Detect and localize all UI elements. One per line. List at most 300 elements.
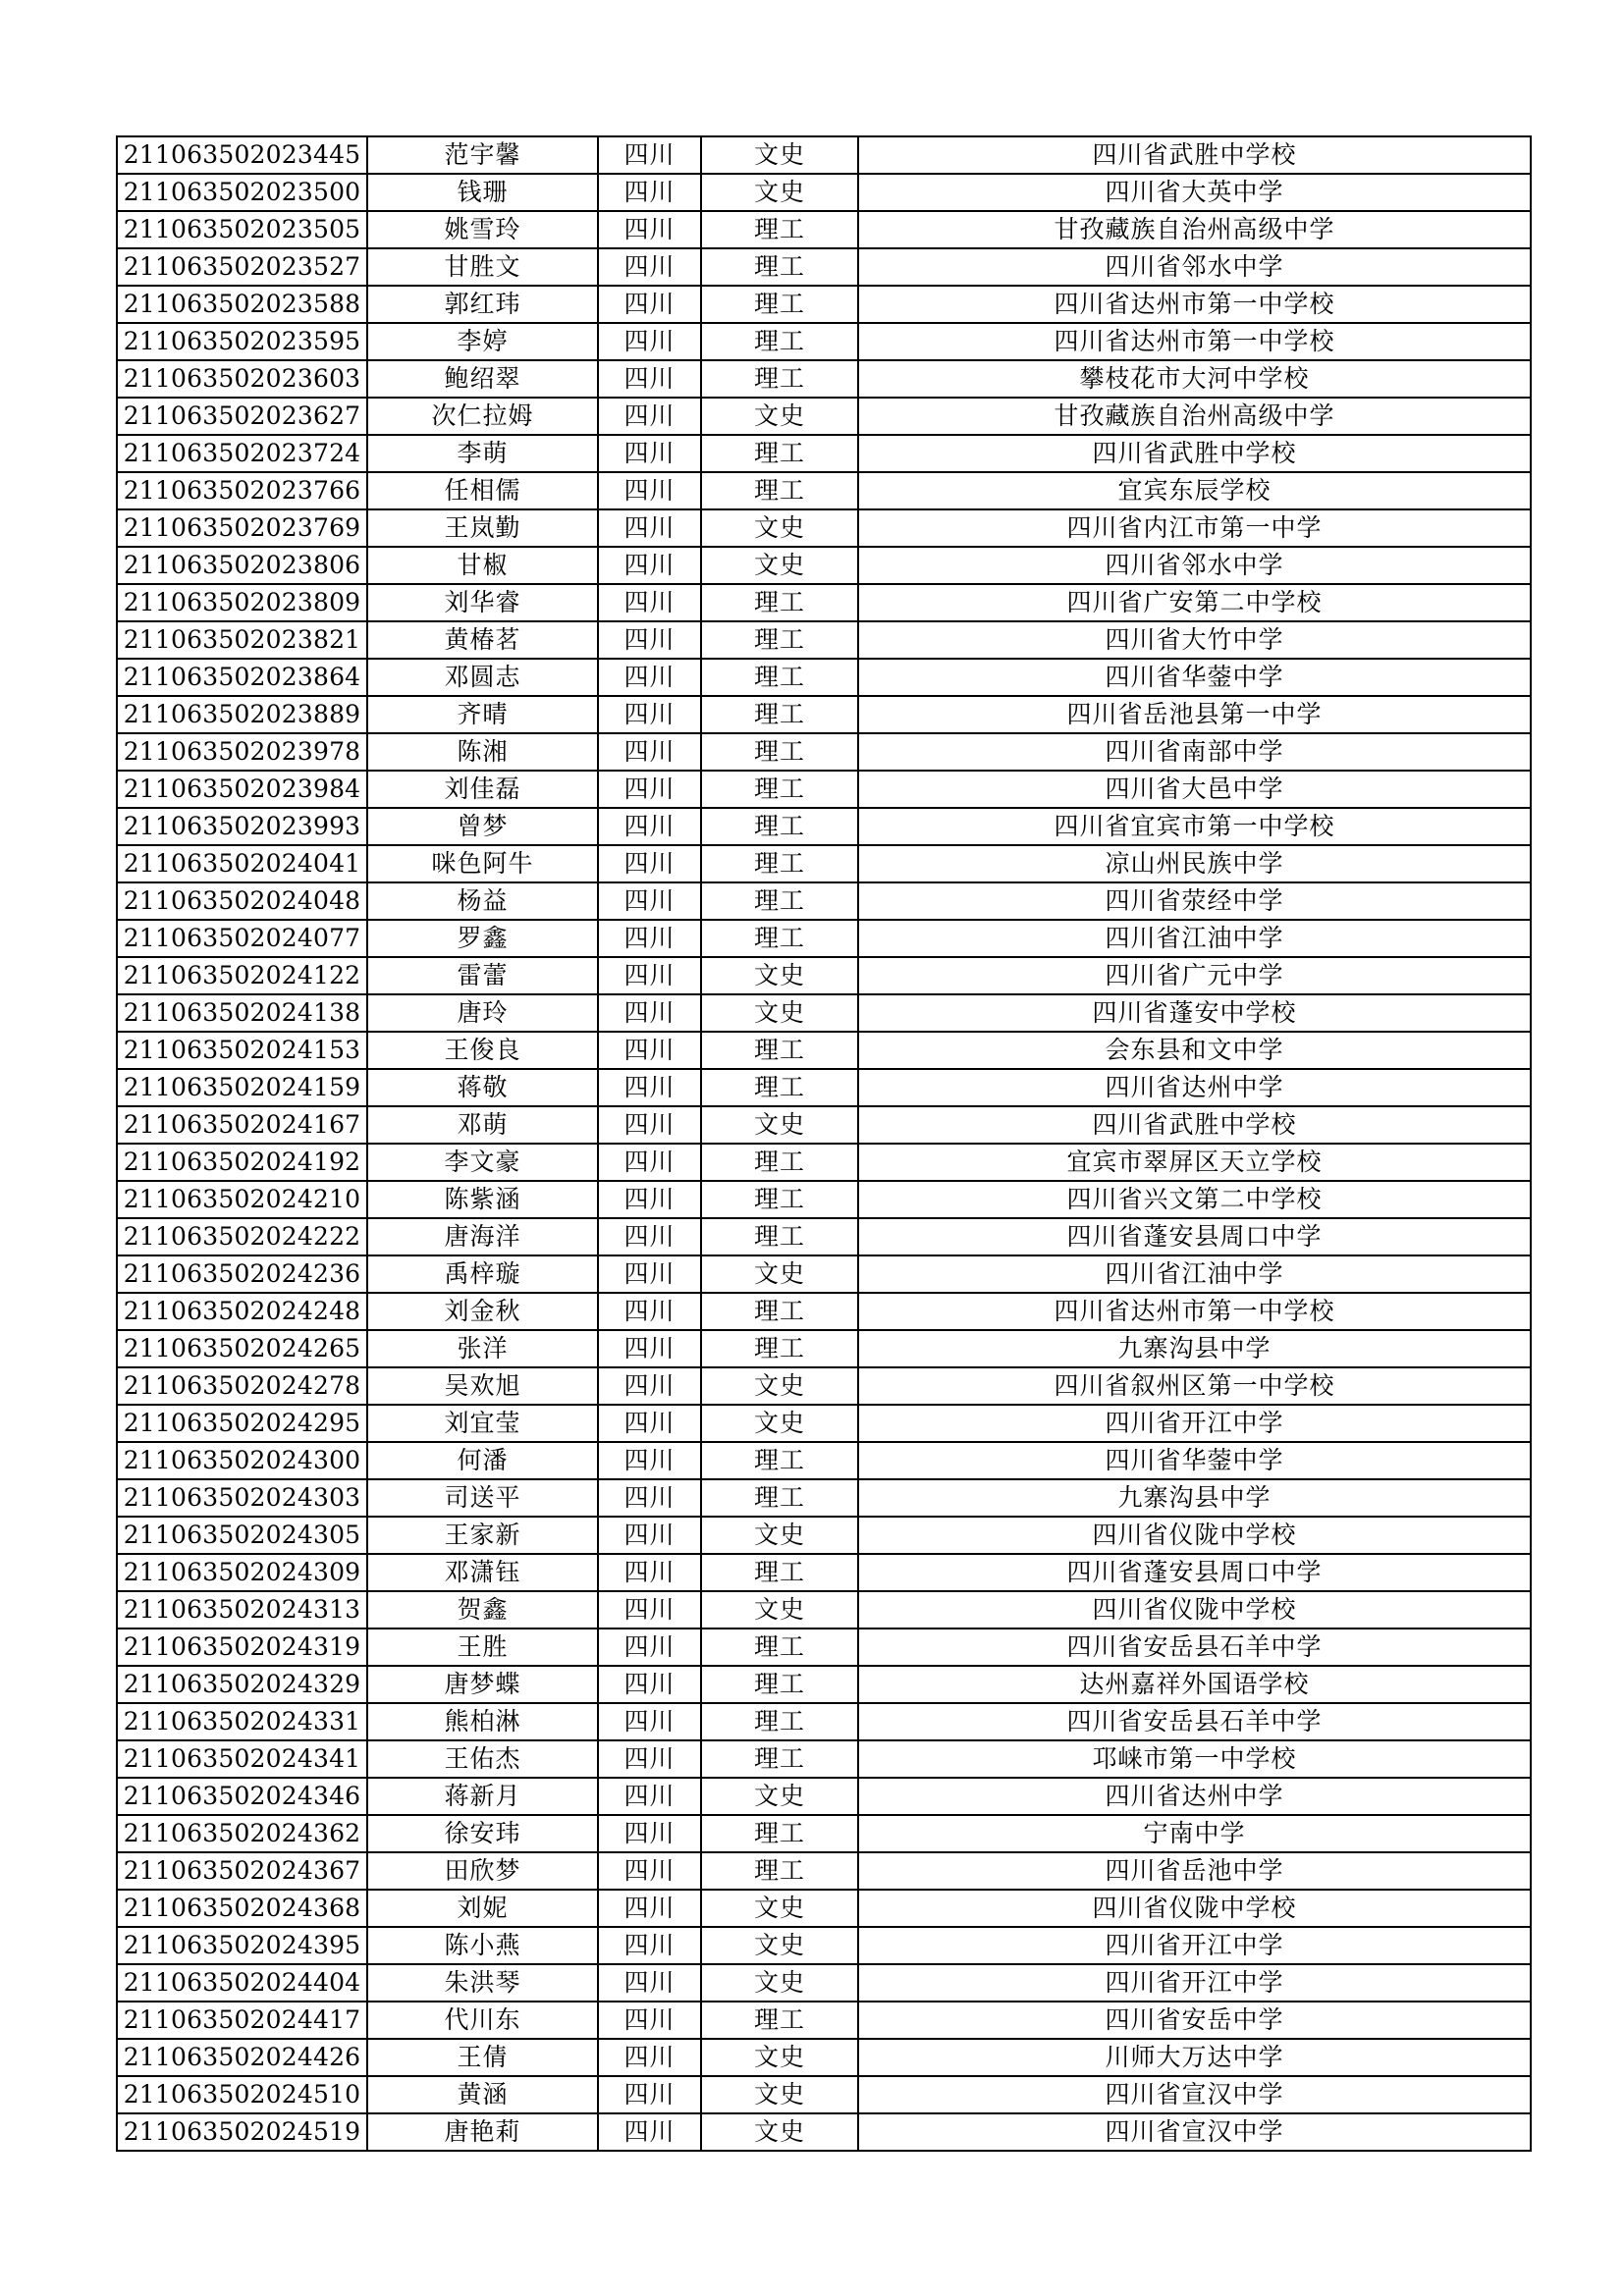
cell-school: 四川省江油中学: [858, 920, 1531, 957]
cell-school: 四川省武胜中学校: [858, 136, 1531, 174]
cell-candidate-name: 陈紫涵: [367, 1181, 598, 1218]
table-row: [117, 1629, 1531, 1666]
cell-category: 文史: [701, 1367, 858, 1405]
cell-school: 四川省大英中学: [858, 174, 1531, 211]
table-row: [117, 808, 1531, 845]
cell-candidate-name: 贺鑫: [367, 1591, 598, 1629]
cell-school: 甘孜藏族自治州高级中学: [858, 211, 1531, 248]
cell-province: 四川: [598, 136, 701, 174]
cell-candidate-id: 211063502023769: [117, 509, 367, 547]
table-row: [117, 1218, 1531, 1255]
cell-province: 四川: [598, 771, 701, 808]
cell-category: 理工: [701, 1144, 858, 1181]
cell-category: 文史: [701, 1106, 858, 1144]
cell-category: 理工: [701, 248, 858, 286]
cell-school: 四川省华蓥中学: [858, 1442, 1531, 1479]
cell-candidate-name: 李婷: [367, 323, 598, 360]
cell-province: 四川: [598, 1367, 701, 1405]
table-row: [117, 1442, 1531, 1479]
cell-category: 文史: [701, 1517, 858, 1554]
table-row: [117, 659, 1531, 696]
cell-category: 理工: [701, 584, 858, 621]
cell-candidate-id: 211063502024362: [117, 1815, 367, 1852]
cell-province: 四川: [598, 1181, 701, 1218]
cell-candidate-id: 211063502024305: [117, 1517, 367, 1554]
cell-candidate-id: 211063502023505: [117, 211, 367, 248]
cell-province: 四川: [598, 1069, 701, 1106]
cell-candidate-name: 范宇馨: [367, 136, 598, 174]
cell-school: 四川省岳池中学: [858, 1852, 1531, 1890]
table-row: [117, 1479, 1531, 1517]
cell-province: 四川: [598, 1591, 701, 1629]
cell-candidate-name: 禹梓璇: [367, 1255, 598, 1293]
table-row: [117, 584, 1531, 621]
cell-category: 文史: [701, 994, 858, 1032]
cell-candidate-id: 211063502024153: [117, 1032, 367, 1069]
cell-category: 理工: [701, 659, 858, 696]
cell-province: 四川: [598, 808, 701, 845]
cell-school: 四川省安岳县石羊中学: [858, 1629, 1531, 1666]
cell-school: 四川省蓬安县周口中学: [858, 1554, 1531, 1591]
cell-school: 四川省邻水中学: [858, 248, 1531, 286]
table-row: [117, 398, 1531, 435]
cell-candidate-name: 王佑杰: [367, 1740, 598, 1778]
cell-candidate-id: 211063502023978: [117, 733, 367, 771]
cell-candidate-name: 刘华睿: [367, 584, 598, 621]
cell-school: 四川省开江中学: [858, 1964, 1531, 2002]
cell-category: 理工: [701, 845, 858, 882]
cell-category: 文史: [701, 957, 858, 994]
cell-candidate-name: 刘佳磊: [367, 771, 598, 808]
cell-candidate-name: 刘宜莹: [367, 1405, 598, 1442]
cell-province: 四川: [598, 1255, 701, 1293]
cell-school: 凉山州民族中学: [858, 845, 1531, 882]
cell-category: 理工: [701, 1032, 858, 1069]
cell-school: 四川省武胜中学校: [858, 1106, 1531, 1144]
cell-category: 理工: [701, 733, 858, 771]
cell-candidate-name: 甘椒: [367, 547, 598, 584]
table-row: [117, 1554, 1531, 1591]
cell-candidate-name: 何潘: [367, 1442, 598, 1479]
table-row: [117, 435, 1531, 472]
cell-school: 四川省达州市第一中学校: [858, 286, 1531, 323]
cell-province: 四川: [598, 1890, 701, 1927]
table-row: [117, 957, 1531, 994]
cell-province: 四川: [598, 733, 701, 771]
cell-category: 理工: [701, 882, 858, 920]
cell-candidate-name: 王胜: [367, 1629, 598, 1666]
cell-category: 理工: [701, 1852, 858, 1890]
cell-school: 四川省南部中学: [858, 733, 1531, 771]
cell-school: 四川省仪陇中学校: [858, 1517, 1531, 1554]
cell-candidate-id: 211063502023993: [117, 808, 367, 845]
cell-category: 文史: [701, 547, 858, 584]
cell-category: 文史: [701, 1890, 858, 1927]
table-row: [117, 845, 1531, 882]
table-row: [117, 1255, 1531, 1293]
cell-school: 四川省仪陇中学校: [858, 1890, 1531, 1927]
cell-school: 攀枝花市大河中学校: [858, 360, 1531, 398]
cell-candidate-name: 钱珊: [367, 174, 598, 211]
cell-school: 四川省华蓥中学: [858, 659, 1531, 696]
table-row: [117, 174, 1531, 211]
cell-candidate-name: 代川东: [367, 2002, 598, 2039]
cell-province: 四川: [598, 1218, 701, 1255]
cell-school: 四川省邻水中学: [858, 547, 1531, 584]
cell-category: 理工: [701, 771, 858, 808]
cell-candidate-name: 李萌: [367, 435, 598, 472]
cell-candidate-id: 211063502024295: [117, 1405, 367, 1442]
cell-candidate-name: 唐梦蝶: [367, 1666, 598, 1703]
cell-candidate-name: 鲍绍翠: [367, 360, 598, 398]
cell-province: 四川: [598, 2113, 701, 2151]
table-row: [117, 1591, 1531, 1629]
cell-province: 四川: [598, 1629, 701, 1666]
cell-category: 理工: [701, 621, 858, 659]
table-row: [117, 1032, 1531, 1069]
cell-candidate-name: 唐艳莉: [367, 2113, 598, 2151]
cell-category: 文史: [701, 398, 858, 435]
cell-candidate-name: 王家新: [367, 1517, 598, 1554]
table-row: [117, 1517, 1531, 1554]
cell-province: 四川: [598, 1852, 701, 1890]
cell-school: 九寨沟县中学: [858, 1330, 1531, 1367]
cell-candidate-id: 211063502024331: [117, 1703, 367, 1740]
cell-category: 文史: [701, 1591, 858, 1629]
cell-province: 四川: [598, 920, 701, 957]
cell-candidate-name: 李文豪: [367, 1144, 598, 1181]
cell-candidate-name: 陈湘: [367, 733, 598, 771]
cell-candidate-name: 郭红玮: [367, 286, 598, 323]
cell-school: 四川省蓬安县周口中学: [858, 1218, 1531, 1255]
cell-candidate-name: 杨益: [367, 882, 598, 920]
cell-category: 文史: [701, 2039, 858, 2076]
cell-category: 文史: [701, 1778, 858, 1815]
cell-category: 理工: [701, 1218, 858, 1255]
cell-category: 理工: [701, 2002, 858, 2039]
cell-category: 理工: [701, 1069, 858, 1106]
table-row: [117, 1181, 1531, 1218]
cell-school: 四川省安岳县石羊中学: [858, 1703, 1531, 1740]
cell-category: 理工: [701, 472, 858, 509]
cell-candidate-id: 211063502023821: [117, 621, 367, 659]
cell-province: 四川: [598, 1293, 701, 1330]
cell-school: 四川省达州中学: [858, 1069, 1531, 1106]
cell-province: 四川: [598, 1666, 701, 1703]
cell-province: 四川: [598, 1778, 701, 1815]
cell-province: 四川: [598, 174, 701, 211]
cell-school: 达州嘉祥外国语学校: [858, 1666, 1531, 1703]
cell-category: 理工: [701, 1330, 858, 1367]
table-row: [117, 472, 1531, 509]
table-row: [117, 733, 1531, 771]
cell-province: 四川: [598, 1703, 701, 1740]
table-row: [117, 920, 1531, 957]
roster-table: [116, 135, 1532, 2152]
table-row: [117, 248, 1531, 286]
cell-category: 理工: [701, 1703, 858, 1740]
cell-school: 四川省达州中学: [858, 1778, 1531, 1815]
cell-candidate-name: 熊柏淋: [367, 1703, 598, 1740]
table-row: [117, 1069, 1531, 1106]
cell-candidate-id: 211063502024222: [117, 1218, 367, 1255]
cell-candidate-id: 211063502024236: [117, 1255, 367, 1293]
cell-school: 四川省兴文第二中学校: [858, 1181, 1531, 1218]
cell-candidate-id: 211063502024300: [117, 1442, 367, 1479]
table-row: [117, 771, 1531, 808]
cell-province: 四川: [598, 1032, 701, 1069]
cell-candidate-id: 211063502024138: [117, 994, 367, 1032]
cell-category: 理工: [701, 696, 858, 733]
cell-candidate-id: 211063502024278: [117, 1367, 367, 1405]
cell-candidate-name: 蒋敬: [367, 1069, 598, 1106]
cell-school: 四川省内江市第一中学: [858, 509, 1531, 547]
cell-candidate-name: 甘胜文: [367, 248, 598, 286]
cell-candidate-id: 211063502024519: [117, 2113, 367, 2151]
table-row: [117, 696, 1531, 733]
cell-candidate-id: 211063502024417: [117, 2002, 367, 2039]
cell-candidate-name: 齐晴: [367, 696, 598, 733]
cell-school: 邛崃市第一中学校: [858, 1740, 1531, 1778]
cell-school: 四川省宜宾市第一中学校: [858, 808, 1531, 845]
table-row: [117, 994, 1531, 1032]
cell-province: 四川: [598, 2002, 701, 2039]
cell-school: 四川省达州市第一中学校: [858, 323, 1531, 360]
cell-category: 文史: [701, 2076, 858, 2113]
cell-candidate-name: 张洋: [367, 1330, 598, 1367]
cell-province: 四川: [598, 1927, 701, 1964]
cell-province: 四川: [598, 1479, 701, 1517]
cell-school: 川师大万达中学: [858, 2039, 1531, 2076]
cell-province: 四川: [598, 1442, 701, 1479]
cell-candidate-name: 罗鑫: [367, 920, 598, 957]
cell-category: 理工: [701, 1479, 858, 1517]
table-row: [117, 2039, 1531, 2076]
cell-province: 四川: [598, 957, 701, 994]
cell-candidate-id: 211063502024329: [117, 1666, 367, 1703]
table-row: [117, 286, 1531, 323]
cell-candidate-name: 邓萌: [367, 1106, 598, 1144]
cell-candidate-id: 211063502024510: [117, 2076, 367, 2113]
cell-candidate-id: 211063502024077: [117, 920, 367, 957]
cell-candidate-name: 陈小燕: [367, 1927, 598, 1964]
cell-school: 四川省广元中学: [858, 957, 1531, 994]
cell-category: 理工: [701, 435, 858, 472]
table-row: [117, 509, 1531, 547]
cell-province: 四川: [598, 584, 701, 621]
table-row: [117, 621, 1531, 659]
cell-candidate-id: 211063502023809: [117, 584, 367, 621]
cell-candidate-name: 黄椿茗: [367, 621, 598, 659]
cell-candidate-name: 邓圆志: [367, 659, 598, 696]
cell-candidate-name: 徐安玮: [367, 1815, 598, 1852]
cell-category: 文史: [701, 1405, 858, 1442]
cell-school: 四川省达州市第一中学校: [858, 1293, 1531, 1330]
cell-candidate-id: 211063502024341: [117, 1740, 367, 1778]
cell-province: 四川: [598, 435, 701, 472]
cell-candidate-name: 朱洪琴: [367, 1964, 598, 2002]
cell-province: 四川: [598, 1106, 701, 1144]
cell-school: 四川省开江中学: [858, 1405, 1531, 1442]
cell-candidate-name: 刘金秋: [367, 1293, 598, 1330]
cell-candidate-id: 211063502024346: [117, 1778, 367, 1815]
cell-candidate-name: 司送平: [367, 1479, 598, 1517]
cell-category: 理工: [701, 1293, 858, 1330]
cell-candidate-name: 吴欢旭: [367, 1367, 598, 1405]
cell-school: 四川省岳池县第一中学: [858, 696, 1531, 733]
cell-candidate-id: 211063502024319: [117, 1629, 367, 1666]
cell-province: 四川: [598, 360, 701, 398]
cell-category: 文史: [701, 1964, 858, 2002]
cell-province: 四川: [598, 1740, 701, 1778]
roster-table-body: [117, 136, 1531, 2151]
cell-province: 四川: [598, 1330, 701, 1367]
cell-candidate-name: 田欣梦: [367, 1852, 598, 1890]
cell-province: 四川: [598, 845, 701, 882]
table-row: [117, 1964, 1531, 2002]
cell-category: 理工: [701, 286, 858, 323]
cell-province: 四川: [598, 1554, 701, 1591]
table-row: [117, 1106, 1531, 1144]
cell-candidate-name: 王倩: [367, 2039, 598, 2076]
cell-province: 四川: [598, 696, 701, 733]
cell-candidate-id: 211063502023889: [117, 696, 367, 733]
table-row: [117, 1144, 1531, 1181]
cell-candidate-id: 211063502023984: [117, 771, 367, 808]
cell-school: 四川省仪陇中学校: [858, 1591, 1531, 1629]
cell-category: 理工: [701, 1740, 858, 1778]
cell-category: 文史: [701, 2113, 858, 2151]
cell-category: 文史: [701, 1255, 858, 1293]
cell-candidate-name: 任相儒: [367, 472, 598, 509]
cell-candidate-id: 211063502024248: [117, 1293, 367, 1330]
cell-province: 四川: [598, 398, 701, 435]
cell-category: 理工: [701, 920, 858, 957]
cell-candidate-id: 211063502024159: [117, 1069, 367, 1106]
cell-category: 理工: [701, 323, 858, 360]
table-row: [117, 1666, 1531, 1703]
cell-candidate-name: 王岚勤: [367, 509, 598, 547]
table-row: [117, 2002, 1531, 2039]
cell-category: 文史: [701, 1927, 858, 1964]
cell-school: 四川省叙州区第一中学校: [858, 1367, 1531, 1405]
cell-candidate-id: 211063502023500: [117, 174, 367, 211]
cell-category: 理工: [701, 1554, 858, 1591]
cell-province: 四川: [598, 286, 701, 323]
cell-school: 四川省江油中学: [858, 1255, 1531, 1293]
table-row: [117, 1405, 1531, 1442]
cell-candidate-id: 211063502024367: [117, 1852, 367, 1890]
cell-candidate-id: 211063502024426: [117, 2039, 367, 2076]
cell-category: 理工: [701, 1629, 858, 1666]
table-row: [117, 1367, 1531, 1405]
cell-school: 会东县和文中学: [858, 1032, 1531, 1069]
cell-candidate-name: 邓潇钰: [367, 1554, 598, 1591]
cell-candidate-id: 211063502024210: [117, 1181, 367, 1218]
cell-province: 四川: [598, 472, 701, 509]
cell-school: 四川省大邑中学: [858, 771, 1531, 808]
cell-candidate-id: 211063502023864: [117, 659, 367, 696]
cell-candidate-name: 刘妮: [367, 1890, 598, 1927]
cell-candidate-id: 211063502023766: [117, 472, 367, 509]
cell-province: 四川: [598, 994, 701, 1032]
cell-candidate-name: 雷蕾: [367, 957, 598, 994]
table-row: [117, 1815, 1531, 1852]
table-row: [117, 547, 1531, 584]
cell-category: 理工: [701, 1181, 858, 1218]
table-row: [117, 1703, 1531, 1740]
table-row: [117, 1852, 1531, 1890]
table-row: [117, 360, 1531, 398]
cell-province: 四川: [598, 882, 701, 920]
cell-candidate-id: 211063502024048: [117, 882, 367, 920]
cell-candidate-id: 211063502024303: [117, 1479, 367, 1517]
cell-province: 四川: [598, 1144, 701, 1181]
cell-candidate-name: 唐玲: [367, 994, 598, 1032]
cell-candidate-name: 咪色阿牛: [367, 845, 598, 882]
cell-category: 文史: [701, 136, 858, 174]
cell-province: 四川: [598, 1517, 701, 1554]
cell-school: 甘孜藏族自治州高级中学: [858, 398, 1531, 435]
cell-province: 四川: [598, 1405, 701, 1442]
cell-category: 文史: [701, 509, 858, 547]
cell-school: 四川省宣汉中学: [858, 2113, 1531, 2151]
table-row: [117, 2113, 1531, 2151]
cell-category: 理工: [701, 211, 858, 248]
cell-candidate-id: 211063502024167: [117, 1106, 367, 1144]
table-row: [117, 1890, 1531, 1927]
cell-school: 四川省武胜中学校: [858, 435, 1531, 472]
table-row: [117, 211, 1531, 248]
cell-province: 四川: [598, 509, 701, 547]
table-row: [117, 1330, 1531, 1367]
table-row: [117, 323, 1531, 360]
cell-candidate-name: 唐海洋: [367, 1218, 598, 1255]
cell-school: 宁南中学: [858, 1815, 1531, 1852]
cell-candidate-id: 211063502024192: [117, 1144, 367, 1181]
cell-school: 宜宾东辰学校: [858, 472, 1531, 509]
cell-candidate-id: 211063502023527: [117, 248, 367, 286]
cell-school: 四川省安岳中学: [858, 2002, 1531, 2039]
cell-candidate-name: 黄涵: [367, 2076, 598, 2113]
cell-province: 四川: [598, 1815, 701, 1852]
cell-province: 四川: [598, 211, 701, 248]
cell-school: 四川省荥经中学: [858, 882, 1531, 920]
cell-candidate-name: 姚雪玲: [367, 211, 598, 248]
cell-category: 理工: [701, 1815, 858, 1852]
cell-province: 四川: [598, 621, 701, 659]
cell-candidate-name: 王俊良: [367, 1032, 598, 1069]
cell-category: 理工: [701, 360, 858, 398]
cell-candidate-id: 211063502023603: [117, 360, 367, 398]
cell-province: 四川: [598, 547, 701, 584]
cell-province: 四川: [598, 323, 701, 360]
cell-candidate-id: 211063502023724: [117, 435, 367, 472]
cell-province: 四川: [598, 2076, 701, 2113]
cell-candidate-name: 曾梦: [367, 808, 598, 845]
cell-school: 宜宾市翠屏区天立学校: [858, 1144, 1531, 1181]
cell-category: 文史: [701, 174, 858, 211]
cell-school: 九寨沟县中学: [858, 1479, 1531, 1517]
cell-candidate-id: 211063502023806: [117, 547, 367, 584]
table-row: [117, 1293, 1531, 1330]
cell-province: 四川: [598, 659, 701, 696]
cell-province: 四川: [598, 2039, 701, 2076]
cell-school: 四川省开江中学: [858, 1927, 1531, 1964]
table-row: [117, 1740, 1531, 1778]
cell-candidate-id: 211063502023627: [117, 398, 367, 435]
table-row: [117, 882, 1531, 920]
